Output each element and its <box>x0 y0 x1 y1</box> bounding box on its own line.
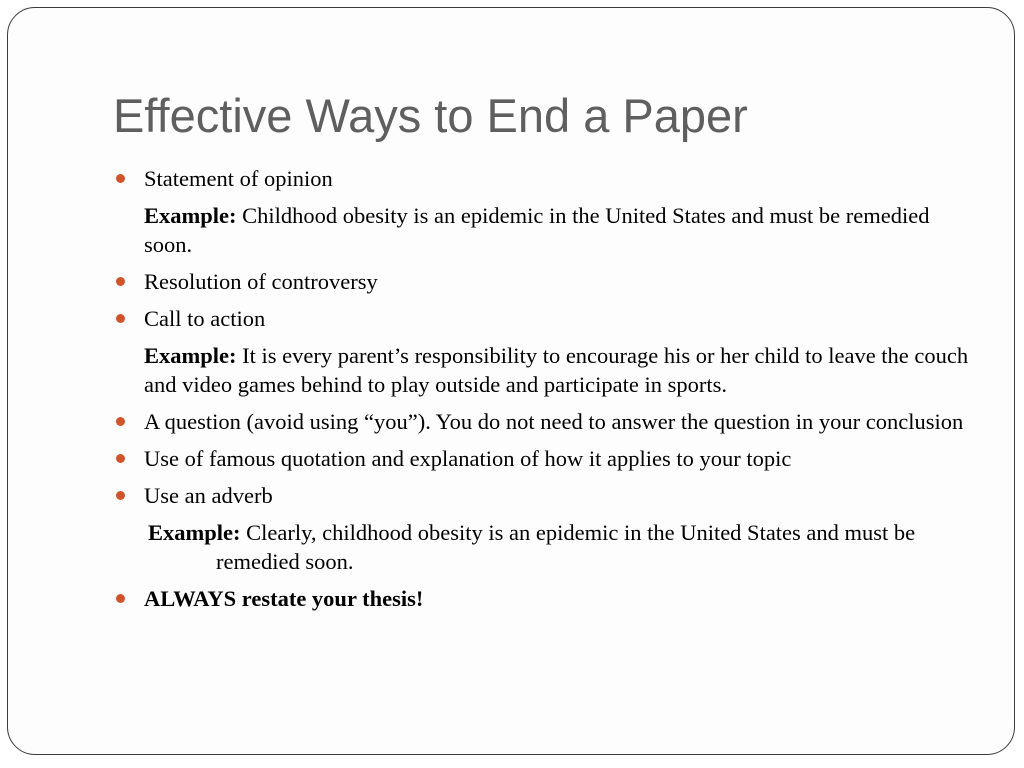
bullet-dot-icon <box>116 277 125 286</box>
bullet-item <box>144 584 974 613</box>
bullet-dot-icon <box>116 174 125 183</box>
bullet-item <box>144 481 974 510</box>
bullet-item <box>144 164 974 193</box>
bullet-item <box>144 267 974 296</box>
bullet-text: Resolution of controversy <box>144 269 378 294</box>
bullet-dot-icon <box>116 454 125 463</box>
bullet-item <box>144 407 974 436</box>
slide-title: Effective Ways to End a Paper <box>113 89 748 142</box>
bullet-dot-icon <box>116 594 125 603</box>
bullet-text: Use an adverb <box>144 483 273 508</box>
example-item <box>144 341 974 399</box>
bullet-dot-icon <box>116 314 125 323</box>
thesis-reminder-text: ALWAYS restate your thesis! <box>144 586 424 611</box>
example-label: Example: <box>144 343 237 368</box>
example-text: Clearly, childhood obesity is an epidemic in the United States and must be remedied soon. <box>216 520 916 574</box>
bullet-text: Statement of opinion <box>144 166 333 191</box>
example-item <box>144 201 974 259</box>
example-item <box>148 518 978 576</box>
bullet-list <box>144 164 974 621</box>
bullet-text: Call to action <box>144 306 266 331</box>
example-text: Childhood obesity is an epidemic in the United States and must be remedied soon. <box>144 203 930 257</box>
bullet-dot-icon <box>116 417 125 426</box>
bullet-dot-icon <box>116 491 125 500</box>
example-text: It is every parent’s responsibility to encourage his or her child to leave the couch and video games behind to play outside and participate in sports. <box>144 343 969 397</box>
bullet-text: A question (avoid using “you”). You do not need to answer the question in your conclusion <box>144 409 964 434</box>
bullet-item <box>144 304 974 333</box>
example-label: Example: <box>148 520 241 545</box>
bullet-text: Use of famous quotation and explanation of how it applies to your topic <box>144 446 792 471</box>
bullet-item <box>144 444 974 473</box>
example-label: Example: <box>144 203 237 228</box>
